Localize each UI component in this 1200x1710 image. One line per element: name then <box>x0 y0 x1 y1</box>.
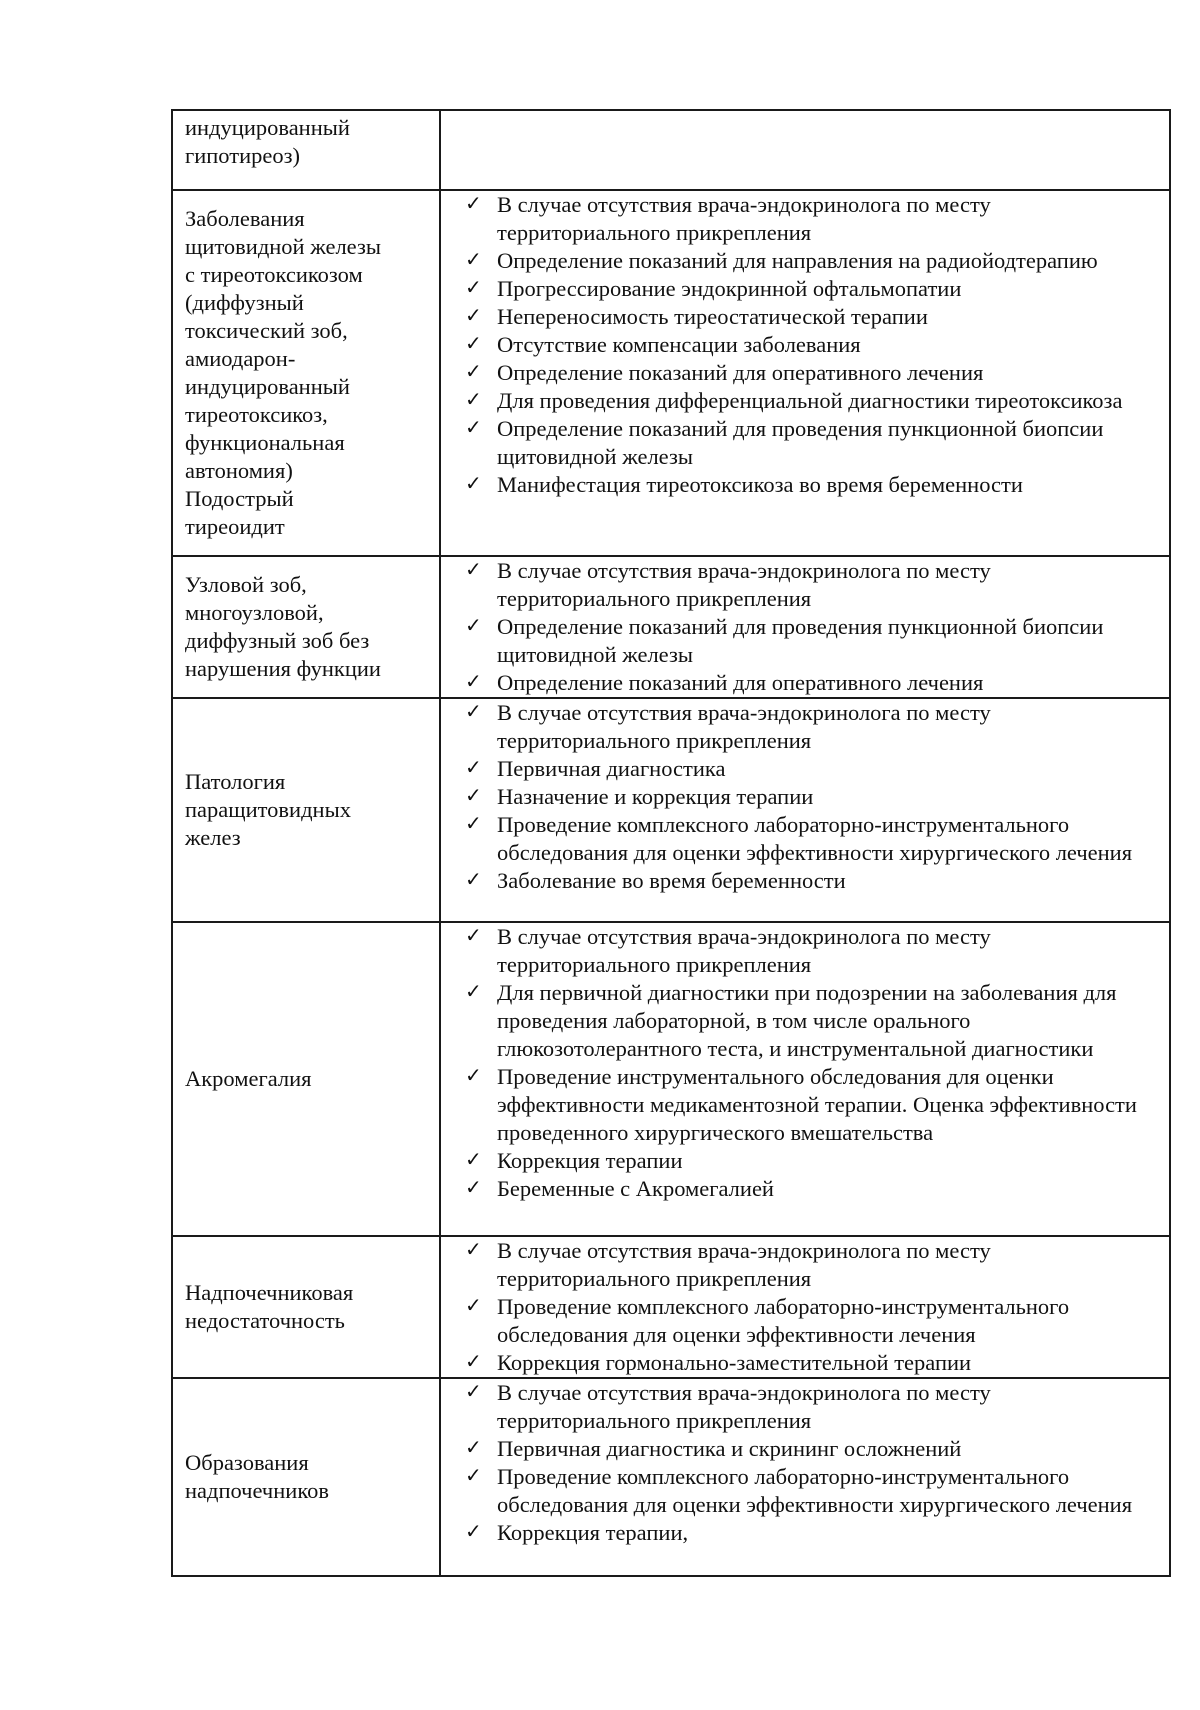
checkmark-icon: ✓ <box>465 359 482 383</box>
checkmark-icon: ✓ <box>465 1293 482 1317</box>
checkmark-icon: ✓ <box>465 979 482 1003</box>
list-item <box>459 471 1165 499</box>
diagnosis-text: Образования надпочечников <box>185 1450 329 1503</box>
indication-text: Определение показаний для проведения пункционной биопсии щитовидной железы <box>497 416 1104 469</box>
checkmark-icon: ✓ <box>465 331 482 355</box>
indication-text: Манифестация тиреотоксикоза во время беременности <box>497 472 1023 497</box>
checkmark-icon: ✓ <box>465 669 482 693</box>
list-item <box>459 1435 1165 1463</box>
diagnosis-text: Акромегалия <box>185 1066 312 1091</box>
list-item <box>459 1063 1165 1147</box>
checkmark-icon: ✓ <box>465 755 482 779</box>
indications-cell <box>440 556 1170 698</box>
checkmark-icon: ✓ <box>465 415 482 439</box>
indication-text: В случае отсутствия врача-эндокринолога по месту территориального прикрепления <box>497 192 991 245</box>
indication-text: Определение показаний для направления на радиойодтерапию <box>497 248 1098 273</box>
list-item <box>459 359 1165 387</box>
table-row <box>172 922 1170 1236</box>
indication-text: Для проведения дифференциальной диагностики тиреотоксикоза <box>497 388 1123 413</box>
list-item <box>459 867 1165 895</box>
list-item <box>459 783 1165 811</box>
checkmark-icon: ✓ <box>465 613 482 637</box>
list-item <box>459 415 1165 471</box>
list-item <box>459 1379 1165 1435</box>
list-item <box>459 275 1165 303</box>
indication-text: Назначение и коррекция терапии <box>497 784 814 809</box>
indication-text: В случае отсутствия врача-эндокринолога по месту территориального прикрепления <box>497 1380 991 1433</box>
checkmark-icon: ✓ <box>465 471 482 495</box>
list-item <box>459 699 1165 755</box>
indication-text: Проведение инструментального обследования для оценки эффективности медикаментозной терапии. Оценка эффективности проведенного хирургического вмешательства <box>497 1064 1137 1145</box>
list-item <box>459 331 1165 359</box>
table-row <box>172 190 1170 556</box>
checkmark-icon: ✓ <box>465 1519 482 1543</box>
checkmark-icon: ✓ <box>465 1463 482 1487</box>
indication-text: Проведение комплексного лабораторно-инструментального обследования для оценки эффективности хирургического лечения <box>497 812 1133 865</box>
indication-text: Коррекция гормонально-заместительной терапии <box>497 1350 972 1375</box>
indications-list <box>459 699 1165 895</box>
indication-text: В случае отсутствия врача-эндокринолога по месту территориального прикрепления <box>497 700 991 753</box>
table-row <box>172 1378 1170 1576</box>
checkmark-icon: ✓ <box>465 191 482 215</box>
diagnosis-cell <box>172 698 440 922</box>
list-item <box>459 1349 1165 1377</box>
indication-text: Определение показаний для проведения пункционной биопсии щитовидной железы <box>497 614 1104 667</box>
indications-cell <box>440 110 1170 190</box>
indication-text: Коррекция терапии <box>497 1148 683 1173</box>
checkmark-icon: ✓ <box>465 1175 482 1199</box>
diagnosis-text: индуцированный гипотиреоз) <box>185 115 350 168</box>
checkmark-icon: ✓ <box>465 783 482 807</box>
list-item <box>459 1147 1165 1175</box>
indications-list <box>459 557 1165 697</box>
diagnosis-cell <box>172 1378 440 1576</box>
checkmark-icon: ✓ <box>465 387 482 411</box>
diagnosis-cell <box>172 110 440 190</box>
indications-cell <box>440 922 1170 1236</box>
table-row <box>172 556 1170 698</box>
indication-text: Прогрессирование эндокринной офтальмопатии <box>497 276 962 301</box>
diagnosis-text: Патология паращитовидных желез <box>185 769 351 850</box>
referral-criteria-table <box>171 109 1171 1577</box>
list-item <box>459 557 1165 613</box>
table-row <box>172 698 1170 922</box>
indications-cell <box>440 698 1170 922</box>
checkmark-icon: ✓ <box>465 557 482 581</box>
checkmark-icon: ✓ <box>465 867 482 891</box>
checkmark-icon: ✓ <box>465 1147 482 1171</box>
indications-cell <box>440 1378 1170 1576</box>
diagnosis-cell <box>172 922 440 1236</box>
checkmark-icon: ✓ <box>465 1349 482 1373</box>
list-item <box>459 303 1165 331</box>
list-item <box>459 979 1165 1063</box>
list-item <box>459 811 1165 867</box>
checkmark-icon: ✓ <box>465 275 482 299</box>
indications-list <box>459 923 1165 1203</box>
indication-text: Заболевание во время беременности <box>497 868 846 893</box>
list-item <box>459 1463 1165 1519</box>
indications-list <box>459 1379 1165 1547</box>
indication-text: Для первичной диагностики при подозрении на заболевания для проведения лабораторной, в том числе орального глюкозотолерантного теста, и инструментальной диагностики <box>497 980 1117 1061</box>
list-item <box>459 1237 1165 1293</box>
checkmark-icon: ✓ <box>465 1379 482 1403</box>
indications-list <box>459 191 1165 499</box>
list-item <box>459 755 1165 783</box>
indications-cell <box>440 190 1170 556</box>
diagnosis-cell <box>172 556 440 698</box>
indication-text: В случае отсутствия врача-эндокринолога по месту территориального прикрепления <box>497 1238 991 1291</box>
indication-text: Отсутствие компенсации заболевания <box>497 332 861 357</box>
list-item <box>459 669 1165 697</box>
diagnosis-text: Надпочечниковая недостаточность <box>185 1280 354 1333</box>
list-item <box>459 1519 1165 1547</box>
checkmark-icon: ✓ <box>465 699 482 723</box>
list-item <box>459 387 1165 415</box>
checkmark-icon: ✓ <box>465 1435 482 1459</box>
list-item <box>459 1175 1165 1203</box>
table-body <box>172 110 1170 1576</box>
checkmark-icon: ✓ <box>465 303 482 327</box>
indication-text: Определение показаний для оперативного лечения <box>497 670 984 695</box>
checkmark-icon: ✓ <box>465 1237 482 1261</box>
indication-text: Беременные с Акромегалией <box>497 1176 774 1201</box>
indications-list <box>459 1237 1165 1377</box>
table-row <box>172 1236 1170 1378</box>
indication-text: Проведение комплексного лабораторно-инструментального обследования для оценки эффективности лечения <box>497 1294 1070 1347</box>
diagnosis-text: Узловой зоб, многоузловой, диффузный зоб без нарушения функции <box>185 572 381 681</box>
table-row <box>172 110 1170 190</box>
indications-cell <box>440 1236 1170 1378</box>
checkmark-icon: ✓ <box>465 247 482 271</box>
indication-text: Определение показаний для оперативного лечения <box>497 360 984 385</box>
indication-text: Проведение комплексного лабораторно-инструментального обследования для оценки эффективности хирургического лечения <box>497 1464 1133 1517</box>
list-item <box>459 1293 1165 1349</box>
indication-text: Коррекция терапии, <box>497 1520 689 1545</box>
indication-text: Первичная диагностика <box>497 756 726 781</box>
diagnosis-cell <box>172 1236 440 1378</box>
checkmark-icon: ✓ <box>465 811 482 835</box>
checkmark-icon: ✓ <box>465 923 482 947</box>
list-item <box>459 923 1165 979</box>
diagnosis-cell <box>172 190 440 556</box>
indication-text: Непереносимость тиреостатической терапии <box>497 304 928 329</box>
indication-text: Первичная диагностика и скрининг осложнений <box>497 1436 962 1461</box>
list-item <box>459 247 1165 275</box>
checkmark-icon: ✓ <box>465 1063 482 1087</box>
list-item <box>459 613 1165 669</box>
list-item <box>459 191 1165 247</box>
indication-text: В случае отсутствия врача-эндокринолога по месту территориального прикрепления <box>497 924 991 977</box>
diagnosis-text: Заболевания щитовидной железы с тиреотоксикозом (диффузный токсический зоб, амиодарон- индуцированный тиреотоксикоз, функциональная автономия) Подострый тиреоидит <box>185 206 381 539</box>
indication-text: В случае отсутствия врача-эндокринолога по месту территориального прикрепления <box>497 558 991 611</box>
